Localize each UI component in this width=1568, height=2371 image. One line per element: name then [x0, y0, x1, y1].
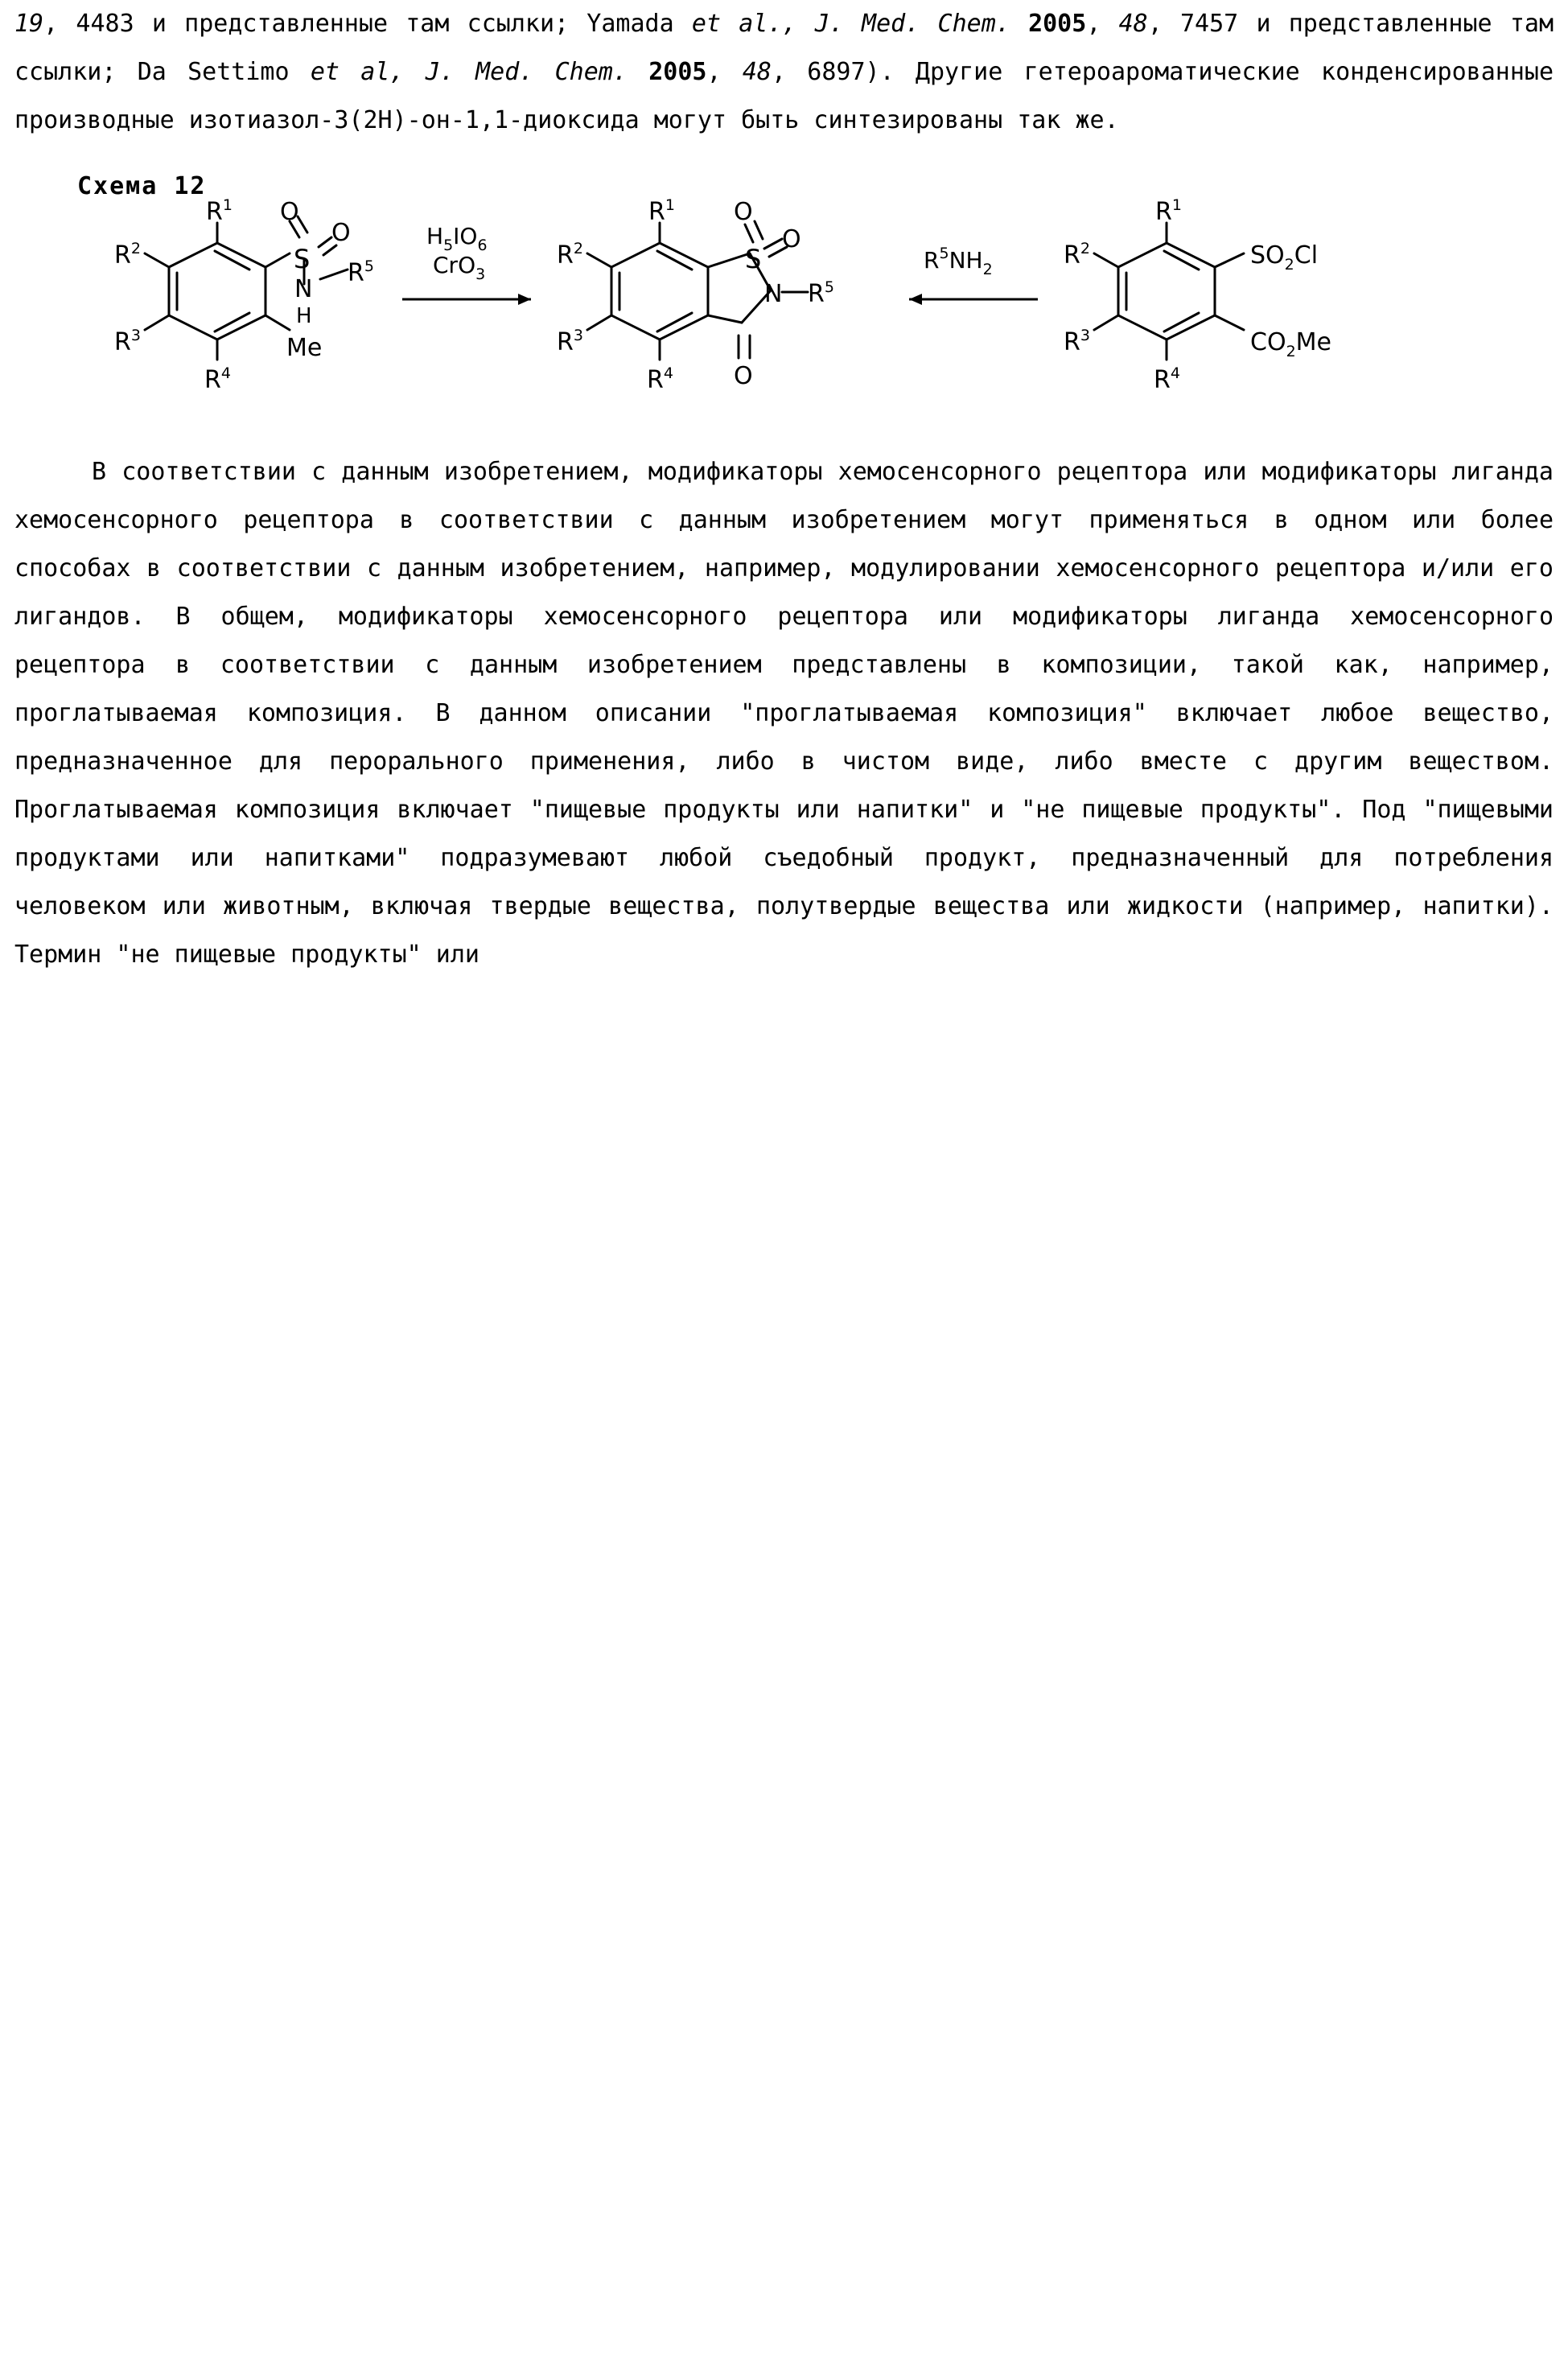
label-O-center-1: O — [733, 198, 753, 226]
label-Me-left: Me — [286, 334, 322, 362]
label-R1-right: $R^1$ — [1154, 196, 1182, 226]
label-R1-center: $R^1$ — [648, 196, 675, 226]
run-year-1: 2005 — [1028, 10, 1087, 38]
run-year-2: 2005 — [648, 58, 707, 86]
label-S-left: S — [293, 244, 310, 274]
reagent-H5IO6: $H_5IO_6$ — [426, 223, 488, 254]
label-R5-center: $R^5$ — [807, 278, 834, 308]
label-R4-right: $R^4$ — [1153, 364, 1180, 394]
label-CO2Me-right: $CO_2Me$ — [1249, 328, 1331, 360]
run-citation-1: et al., J. Med. Chem. — [691, 10, 1010, 38]
label-R4-left: $R^4$ — [204, 364, 231, 394]
run-text-3: , 6897). Другие гетероароматические конденсированные производные изотиазол-3(2H)-он-1,1-диоксида могут быть синтезированы так же. — [14, 58, 1554, 134]
run-text-1: , 4483 и представленные там ссылки; Yamada — [43, 10, 692, 38]
run-text-2: , 7457 и представленные там ссылки; Da Settimo — [14, 10, 1554, 86]
label-R3-center: $R^3$ — [556, 327, 583, 356]
label-SO2Cl-right: $SO_2Cl$ — [1249, 241, 1318, 274]
run-comma-1: , — [1086, 10, 1119, 38]
label-R2-left: $R^2$ — [113, 240, 141, 270]
label-N-left: N — [294, 275, 312, 303]
label-R3-left: $R^3$ — [113, 327, 141, 356]
run-comma-2: , — [706, 58, 743, 86]
label-R1-left: $R^1$ — [205, 196, 233, 226]
scheme-12-svg — [48, 196, 1521, 416]
run-space-2 — [628, 58, 648, 86]
label-O-left-2: O — [331, 219, 351, 247]
label-S-center: S — [744, 244, 761, 274]
label-R5-left: $R^5$ — [347, 257, 374, 287]
reagent-CrO3: CrO$_3$ — [432, 252, 485, 283]
label-O-center-2: O — [781, 225, 801, 253]
paragraph-1 — [14, 0, 1554, 145]
paragraph-2: В соответствии с данным изобретением, модификаторы хемосенсорного рецептора или модификаторы лиганда хемосенсорного рецептора в соответствии с данным изобретением могут применяться в одном или более способах в соответствии с данным изобретением, например, модулировании хемосенсорного рецептора и/или его лигандов. В общем, модификаторы хемосенсорного рецептора или модификаторы лиганда хемосенсорного рецептора в соответствии с данным изобретением представлены в композиции, такой как, например, проглатываемая композиция. В данном описании "проглатываемая композиция" включает любое вещество, предназначенное для перорального применения, либо в чистом виде, либо вместе с другим веществом. Проглатываемая композиция включает "пищевые продукты или напитки" и "не пищевые продукты". Под "пищевыми продуктами или напитками" подразумевают любой съедобный продукт, предназначенный для потребления человеком или животным, включая твердые вещества, полутвердые вещества или жидкости (например, напитки). Термин "не пищевые продукты" или — [14, 458, 1554, 969]
label-R2-center: $R^2$ — [556, 240, 583, 270]
run-volume-1: 48 — [1118, 10, 1148, 38]
label-R2-right: $R^2$ — [1063, 240, 1090, 270]
reagent-R5NH2: $R^5NH_2$ — [923, 245, 993, 278]
label-O-left-1: O — [279, 198, 299, 226]
run-space-1 — [1010, 10, 1028, 38]
label-R3-right: $R^3$ — [1063, 327, 1090, 356]
scheme-title: Схема 12 — [77, 172, 207, 200]
scheme-12-figure — [14, 196, 1554, 424]
label-N-center: N — [763, 280, 782, 308]
label-H-left: H — [295, 304, 312, 328]
run-citation-2: et al, J. Med. Chem. — [310, 58, 628, 86]
run-journal-volume: 19 — [14, 10, 44, 38]
label-O-center-3: O — [733, 362, 753, 390]
label-R4-center: $R^4$ — [646, 364, 673, 394]
run-volume-2: 48 — [742, 58, 772, 86]
